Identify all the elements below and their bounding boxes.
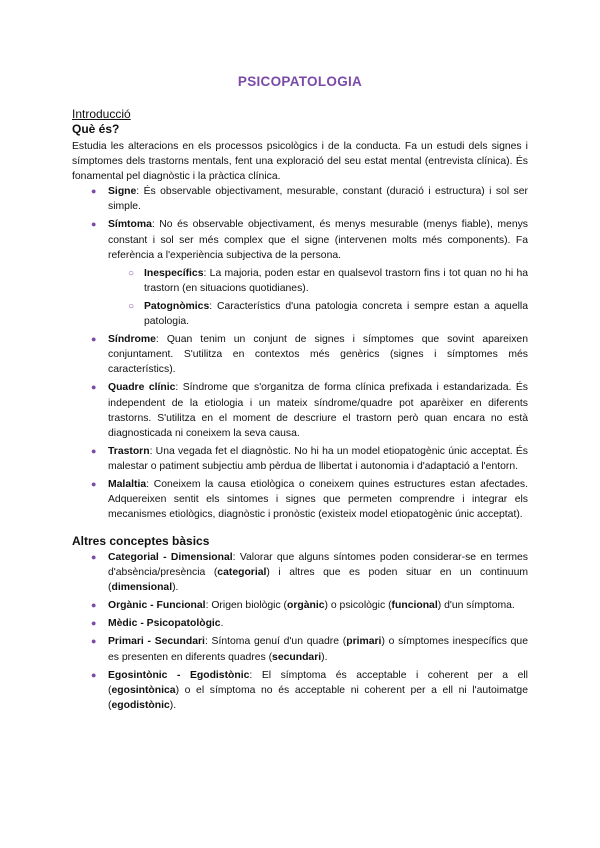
bullet-icon: ● — [91, 669, 97, 680]
intro-heading: Introducció — [72, 107, 131, 121]
page-title: PSICOPATOLOGIA — [237, 74, 363, 89]
term-description: : Coneixem la causa etiològica o coneixem quines estructures estan afectades. Adquereixen sentit els sintomes i signes que permeten comprendre i integrar els mecanismes etiològics, diagnòstic i pronòstic (existeix model etiopatogènic únic acceptat). — [108, 478, 528, 521]
term-description: : És observable objectivament, mesurable, constant (duració i estructura) i sol ser simple. — [108, 186, 528, 213]
bullet-icon: ● — [91, 382, 97, 393]
term-description: : Quan tenim un conjunt de signes i símptomes que sovint apareixen conjuntament. S'utilitza en contextos més genèrics (signes i símptomes més característics). — [108, 334, 528, 376]
list-item-quadre-clinic — [72, 380, 528, 440]
term-description: : Origen biològic ( — [205, 600, 288, 612]
bullet-icon: ● — [91, 186, 97, 197]
intro-paragraph: Estudia les alteracions en els processos psicològics i de la conducta. Fa un estudi dels signes i símptomes dels trastorns mentals, fent una exploració del seu estat mental (entrevista clínica). És fonamental pel diagnòstic i la pràctica clínica. — [72, 141, 528, 183]
list-item-primari-secundari — [72, 634, 528, 664]
term-description: : La majoria, poden estar en qualsevol trastorn fins i tot quan no hi ha trastorn (en situacions quotidianes). — [144, 267, 528, 294]
bullet-icon: ● — [91, 478, 97, 489]
term-description: ). — [172, 582, 179, 594]
bullet-icon: ● — [91, 445, 97, 456]
concept-list — [72, 184, 528, 522]
basics-section — [72, 534, 528, 716]
term-label: Síndrome — [108, 334, 156, 346]
term-label: Trastorn — [108, 445, 150, 457]
term-description: ) o el símptoma no és acceptable ni coherent per a ell ni l'autoimatge ( — [108, 684, 528, 711]
sublist — [108, 266, 528, 329]
sublist-item-inespecifics — [108, 266, 528, 296]
term-description: ) o psicològic ( — [324, 600, 392, 612]
bullet-icon: ● — [91, 600, 97, 611]
term-description: ). — [169, 699, 177, 711]
term-label: Egosintònic - Egodistònic — [108, 669, 250, 681]
term-description: : Valorar que alguns síntomes poden considerar-se en termes d'absència/presència ( — [108, 552, 528, 579]
term-label: Quadre clínic — [108, 382, 176, 394]
sublist-item-patognomics — [108, 299, 528, 329]
term-description: : Síntoma genuí d'un quadre ( — [204, 636, 347, 648]
term-highlight: dimensional — [111, 582, 173, 594]
list-item-signe — [72, 184, 528, 214]
list-item-medic-psicopatologic — [72, 616, 528, 631]
term-label: Orgànic - Funcional — [108, 600, 206, 612]
list-item-egosintonic-egodistonic — [72, 668, 528, 713]
term-highlight: orgànic — [287, 600, 325, 612]
bullet-icon: ● — [91, 334, 97, 345]
term-description: ) d'un símptoma. — [437, 600, 515, 612]
term-description: : Síndrome que s'organitza de forma clínica prefixada i estandarizada. És independent de la etiologia i un mateix síndrome/quadre pot aparèixer en diferents trastorns. S'utilitza en el moment de descriure el trastorn però quan encara no està diagnosticada ni coneixem la seva causa. — [108, 382, 528, 439]
term-description: . — [220, 618, 224, 630]
intro-subheading: Què és? — [72, 122, 120, 136]
term-label: Patognòmics — [144, 300, 210, 312]
term-highlight: egosintònica — [111, 684, 176, 696]
bullet-icon: ● — [91, 636, 97, 647]
list-item-trastorn — [72, 444, 528, 474]
hollow-bullet-icon: ○ — [128, 267, 135, 279]
hollow-bullet-icon: ○ — [128, 300, 135, 312]
term-label: Mèdic - Psicopatològic — [108, 618, 221, 630]
list-item-simtoma — [72, 217, 528, 329]
term-label: Inespecífics — [144, 267, 204, 279]
term-label: Primari - Secundari — [108, 636, 205, 648]
term-highlight: secundari — [272, 651, 322, 663]
basics-heading: Altres conceptes bàsics — [72, 534, 210, 548]
list-item-sindrome — [72, 332, 528, 377]
intro-section — [72, 107, 528, 525]
term-description: ) o símptomes inespecífics que es presenten en diferents quadres ( — [108, 636, 528, 663]
term-highlight: funcional — [391, 600, 438, 612]
list-item-organic-funcional — [72, 598, 528, 613]
term-label: Símtoma — [108, 219, 152, 231]
bullet-icon: ● — [91, 552, 97, 562]
term-label: Signe — [108, 186, 137, 198]
term-highlight: categorial — [217, 567, 267, 579]
list-item-malaltia — [72, 477, 528, 522]
term-description: : Característics d'una patologia concreta i sempre estan a aquella patologia. — [144, 300, 528, 328]
term-description: : No és observable objectivament, és menys mesurable (menys fiable), menys constant i sol ser més complex que el signe (intervenen molts més components). Fa referència a l'experiència subjectiva de la persona. — [108, 219, 528, 261]
basics-list — [72, 550, 528, 713]
bullet-icon: ● — [91, 219, 97, 230]
term-label: Categorial - Dimensional — [108, 552, 233, 563]
bullet-icon: ● — [91, 618, 97, 629]
term-label: Malaltia — [108, 478, 147, 490]
term-description: : El símptoma és acceptable i coherent per a ell ( — [108, 669, 528, 696]
term-description: ) i altres que es poden situar en un continuum ( — [108, 567, 528, 594]
term-description: : Una vegada fet el diagnòstic. No hi ha un model etiopatogènic únic acceptat. És malestar o patiment subjectiu amb pèrdua de llibertat i autonomia i d'adaptació a l'entorn. — [108, 445, 528, 472]
term-highlight: primari — [346, 636, 382, 648]
list-item-categorial-dimensional — [72, 550, 528, 595]
term-description: ). — [321, 651, 328, 663]
term-highlight: egodistònic — [111, 699, 170, 711]
